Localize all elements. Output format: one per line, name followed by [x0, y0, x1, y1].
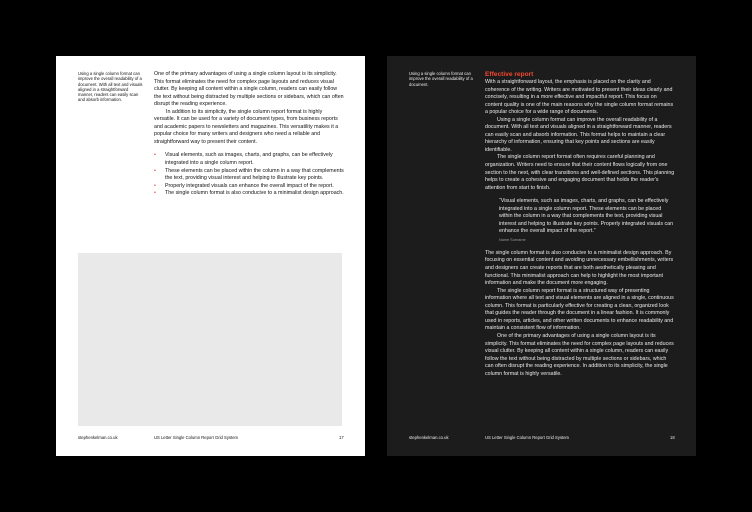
right-main-column: [485, 71, 675, 378]
list-item: • Visual elements, such as images, charts, and graphs, can be effectively integrated into a single column report.: [154, 152, 344, 167]
left-footer-doc-title: US Letter Single Column Report Grid System: [154, 435, 239, 440]
left-paragraph-1: One of the primary advantages of using a single column layout is its simplicity. This format eliminates the need for complex page layouts and reduces visual clutter. By keeping all content within a single column, readers can easily follow the text without being distracted by multiple sections or sidebars, which can often disrupt the reading experience.: [154, 71, 344, 108]
right-paragraph-5: The single column report format is a structured way of presenting information where all text and visual elements are aligned in a single, continuous column. This format is particularly effective for creating a clean, organized look that guides the reader through the document in a linear fashion. It is commonly used in reports, articles, and other written documents to enhance readability and maintain a consistent flow of information.: [485, 287, 674, 332]
list-item: • These elements can be placed within the column in a way that complements the text, providing visual interest and helping to illustrate key points.: [154, 168, 344, 183]
left-footer-page-number: 17: [339, 435, 344, 440]
image-placeholder: [78, 253, 342, 426]
left-paragraph-2: In addition to its simplicity, the single column report format is highly versatile. It can be used for a variety of document types, from business reports and academic papers to newsletters and magazines. This versatility makes it a popular choice for many writers and designers who need a reliable and straightforward way to present their content.: [154, 108, 339, 145]
left-footer-site: stephenkelman.co.uk: [78, 435, 118, 440]
left-bullet-list: [154, 152, 344, 197]
pull-quote: [499, 198, 675, 243]
pull-quote-author: Name Surname: [499, 237, 526, 242]
list-item: • The single column format is also conducive to a minimalist design approach.: [154, 190, 344, 198]
left-page: [56, 56, 365, 456]
right-paragraph-6: One of the primary advantages of using a single column layout is its simplicity. This format eliminates the need for complex page layouts and reduces visual clutter. By keeping all content within a single column, readers can easily follow the text without being distracted by multiple sections or sidebars, which can often disrupt the reading experience. In addition to its simplicity, the single column format is highly versatile.: [485, 332, 674, 377]
left-main-column: [154, 71, 344, 198]
right-paragraph-2: Using a single column format can improve the overall readability of a document. With all text and visuals aligned in a straightforward manner, readers can easily scan and absorb information. This format helps to maintain a clear hierarchy of information, ensuring that key points and sections are easily identifiable.: [485, 116, 672, 153]
right-footer-site: stephenkelman.co.uk: [409, 435, 449, 440]
pull-quote-text: “Visual elements, such as images, charts, and graphs, can be effectively integrated into a single column report. These elements can be placed within the column in a way that complements the text, providing visual interest and helping to illustrate key points. Properly integrated visuals can enhance the overall impact of the report.”: [499, 198, 674, 235]
right-footer-page-number: 18: [670, 435, 675, 440]
right-page: [387, 56, 696, 456]
right-footer-doc-title: US Letter Single Column Report Grid System: [485, 435, 570, 440]
right-side-note: Using a single column format can improve the overall readability of a document.: [409, 71, 473, 87]
left-side-note: Using a single column format can improve the overall readability of a document. With all text and visuals aligned in a straightforward manner, readers can easily scan and absorb information.: [78, 71, 143, 103]
right-paragraph-3: The single column report format often requires careful planning and organization. Writers need to ensure that their content flows logically from one section to the next, with clear transitions and well-defined sections. This planning helps to create a cohesive and engaging document that holds the reader's attention from start to finish.: [485, 154, 675, 191]
list-item: • Properly integrated visuals can enhance the overall impact of the report.: [154, 183, 344, 191]
right-paragraph-1: With a straightforward layout, the emphasis is placed on the clarity and coherence of the writing. Writers are motivated to present their ideas clearly and concisely, resulting in a more effective and impactful report. This focus on content quality is one of the main reasons why the single column format remains a popular choice for a wide range of documents.: [485, 79, 674, 116]
right-paragraph-4: The single column format is also conducive to a minimalist design approach. By focusing on essential content and avoiding unnecessary embellishments, writers and designers can create reports that are both aesthetically pleasing and functional. This minimalist approach can help to highlight the most important information and make the document more engaging.: [485, 249, 674, 287]
section-heading: Effective report: [485, 71, 534, 78]
